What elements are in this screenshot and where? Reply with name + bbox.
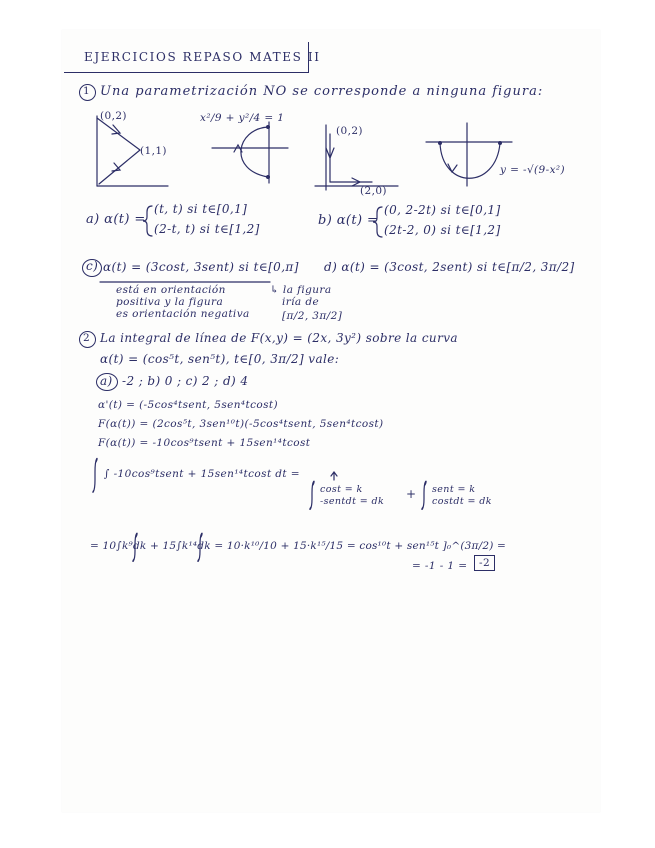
option-d-note1: ↳ la figura [270,284,332,296]
option-c-note3: es orientación negativa [116,308,250,320]
exercise-1-number: 1 [83,85,91,97]
fig1-label-right: (1,1) [140,145,167,157]
option-c-note1: está en orientación [116,284,226,296]
fig4-equation: y = -√(9-x²) [500,164,565,176]
fig3-label-top: (0,2) [336,125,363,137]
option-d-note3: [π/2, 3π/2] [282,310,343,322]
option-d-text: d) α(t) = (3cost, 2sent) si t∈[π/2, 3π/2] [324,260,575,274]
exercise-2-statement-2: α(t) = (cos⁵t, sen⁵t), t∈[0, 3π/2] vale: [100,352,340,366]
sub2-line2: costdt = dk [432,496,492,507]
option-a-lhs: a) α(t) = [86,212,146,227]
F-alpha-line: F(α(t)) = (2cos⁵t, 3sen¹⁰t)(-5cos⁴tsent, 5sen⁴tcost) [98,418,384,430]
figure-2-ellipse [212,122,288,183]
derivative-line: α'(t) = (-5cos⁴tsent, 5sen⁴tcost) [98,399,279,411]
exercise-2-statement-1: La integral de línea de F(x,y) = (2x, 3y²) sobre la curva [100,331,458,345]
answer-a-label: a) [100,374,113,388]
option-c-letter: c) [86,259,99,273]
option-c-note2: positiva y la figura [116,296,224,308]
fig3-label-bottom: (2,0) [360,185,387,197]
plus-sign: + [406,487,417,501]
figure-4-semicircle [426,123,512,186]
option-a-line1: (t, t) si t∈[0,1] [154,202,248,216]
option-d-note2: iría de [282,296,320,308]
final-answer-box: -2 [474,555,495,571]
sub2-line1: sent = k [432,484,476,495]
option-a-line2: (2-t, t) si t∈[1,2] [154,222,260,236]
sub1-line1: cost = k [320,484,363,495]
page-title: EJERCICIOS REPASO MATES II [84,50,321,64]
final-line: = -1 - 1 = [412,560,468,572]
integral-line: ∫ -10cos⁹tsent + 15sen¹⁴tcost dt = [104,468,300,480]
exercise-2-number: 2 [83,332,91,344]
option-b-line2: (2t-2, 0) si t∈[1,2] [384,223,501,237]
fig1-label-top: (0,2) [100,110,127,122]
answer-options: -2 ; b) 0 ; c) 2 ; d) 4 [122,374,249,388]
option-b-line1: (0, 2-2t) si t∈[0,1] [384,203,501,217]
F-alpha-line-2: F(α(t)) = -10cos⁹tsent + 15sen¹⁴tcost [98,437,311,449]
integral-sign [93,458,97,492]
sub1-line2: -sentdt = dk [320,496,385,507]
option-c-text: α(t) = (3cost, 3sent) si t∈[0,π] [103,260,299,274]
exercise-1-statement: Una parametrización NO se corresponde a ninguna figura: [100,84,544,99]
fig2-equation: x²/9 + y²/4 = 1 [200,112,285,124]
result-line: = 10∫k⁹dk + 15∫k¹⁴dk = 10·k¹⁰/10 + 15·k¹⁵/15 = cos¹⁰t + sen¹⁵t ]₀^(3π/2) = [90,540,507,552]
option-b-lhs: b) α(t) = [318,213,379,228]
